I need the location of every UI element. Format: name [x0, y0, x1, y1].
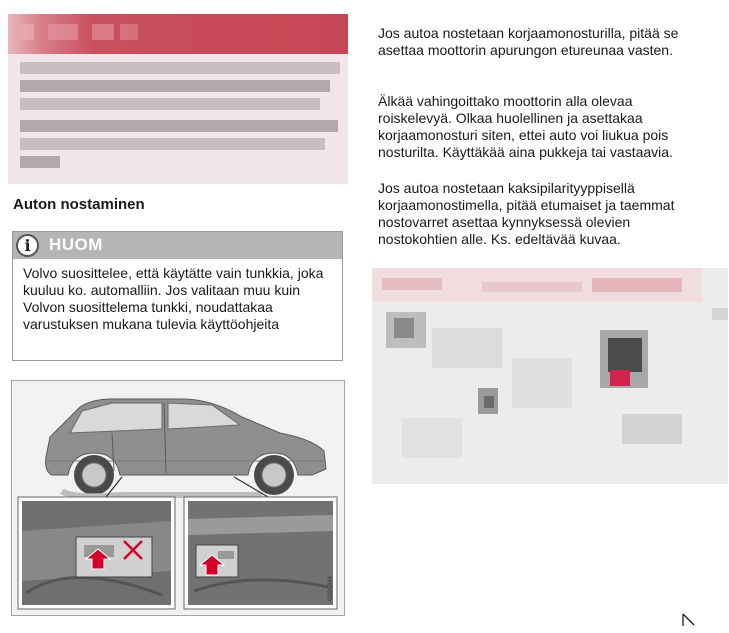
note-title: HUOM — [49, 235, 103, 254]
info-icon: i — [16, 234, 39, 257]
car-illustration — [46, 399, 326, 496]
section-heading: Auton nostaminen — [13, 196, 145, 213]
front-lifting-point-detail — [18, 497, 175, 609]
warning-header-blurred — [8, 14, 348, 54]
note-box — [12, 231, 343, 361]
blurred-image — [372, 268, 728, 484]
note-header — [13, 232, 342, 259]
paragraph-1: Jos autoa nostetaan korjaamonosturilla, pitää se asettaa moottorin apurungon etureunaa vasten. — [378, 25, 679, 58]
paragraph-2: Älkää vahingoittako moottorin alla olevaa roiskelevyä. Olkaa huolellinen ja asettakaa korjaamonosturi siten, ettei auto voi liukua pois nosturilta. Käyttäkää aina pukkeja tai vastaavia. — [378, 93, 673, 160]
cursor-arrow-icon — [681, 612, 697, 630]
car-lifting-points-figure — [11, 380, 345, 616]
paragraph-3: Jos autoa nostetaan kaksipilarityyppisellä korjaamonostimella, pitää etumaiset ja taemmat nostovarret asettaa kynnyksessä olevien nostokohtien alle. Ks. edeltävää kuvaa. — [378, 180, 675, 247]
note-text: Volvo suosittelee, että käytätte vain tunkkia, joka kuuluu ko. automalliin. Jos valitaan muu kuin Volvon suosittelema tunkki, noudattakaa varustuksen mukana tulevia käyttöohjeita — [23, 265, 324, 332]
rear-lifting-point-detail — [184, 497, 337, 609]
warning-box-blurred — [8, 14, 348, 184]
figure-code: G026848 — [328, 576, 334, 601]
